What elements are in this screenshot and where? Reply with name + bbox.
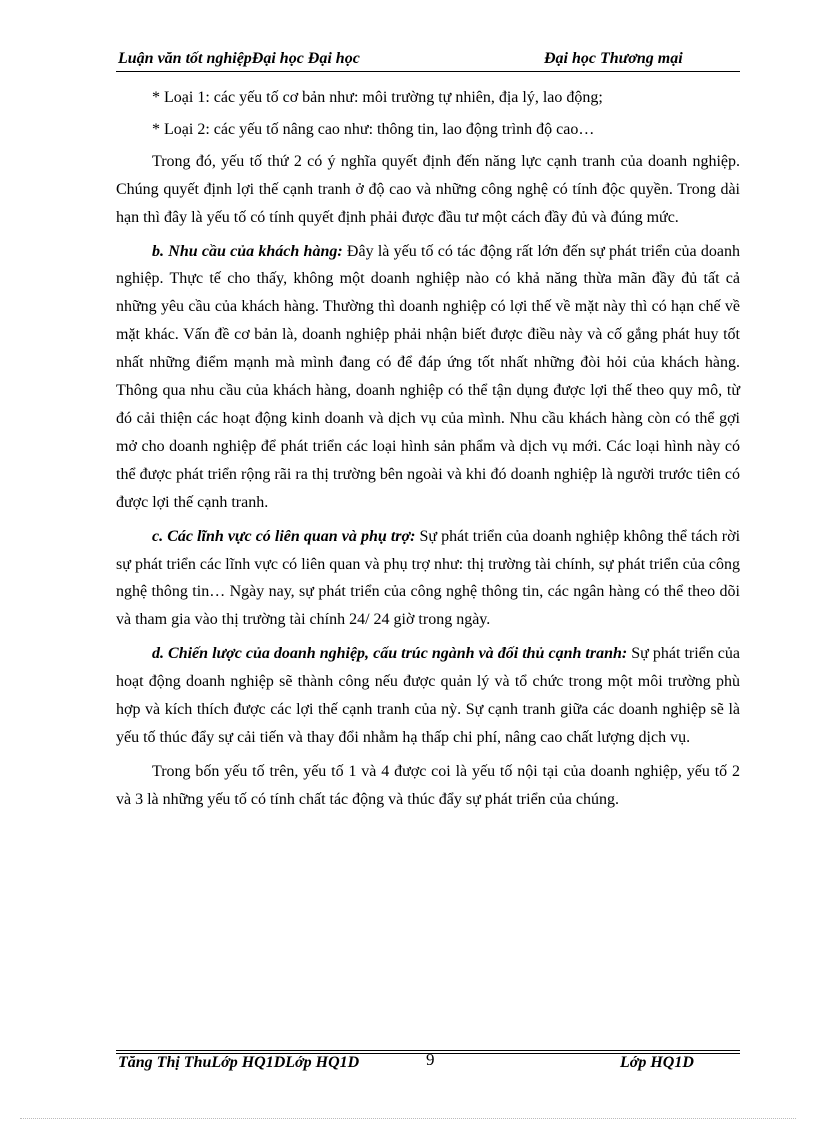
page-footer — [116, 1050, 740, 1076]
paragraph-heading-b: b. Nhu cầu của khách hàng: — [152, 242, 343, 260]
paragraph-text-d: Sự phát triển của hoạt động doanh nghiệp sẽ thành công nếu được quản lý và tổ chức trong một môi trường phù hợp và kích thích được các lợi thế cạnh tranh của nỳ. Sự cạnh tranh giữa các doanh nghiệp sẽ là yếu tố thúc đẩy sự cải tiến và thay đổi nhằm hạ thấp chi phí, nâng cao chất lượng dịch vụ. — [116, 645, 741, 746]
paragraph-text-b: Đây là yếu tố có tác động rất lớn đến sự phát triển của doanh nghiệp. Thực tế cho thấy, không một doanh nghiệp nào có khả năng thừa mãn đầy đủ tất cả những yêu cầu của khách hàng. Thường thì doanh nghiệp có lợi thế về mặt này thì có hạn chế về mặt khác. Vấn đề cơ bản là, doanh nghiệp phải nhận biết được điều này và cố gắng phát huy tốt nhất những điểm mạnh mà mình đang có để đáp ứng tốt nhất những đòi hỏi của khách hàng. Thông qua nhu cầu của khách hàng, doanh nghiệp có thể tận dụng được lợi thế theo quy mô, từ đó cải thiện các hoạt động kinh doanh và dịch vụ của mình. Nhu cầu khách hàng còn có thể gợi mở cho doanh nghiệp để phát triển các loại hình sản phẩm và dịch vụ mới. Các loại hình này có thể được phát triển rộng rãi ra thị trường bên ngoài và khi đó doanh nghiệp là người trước tiên có được lợi thế cạnh tranh. — [116, 242, 741, 511]
footer-class-text: Lớp HQ1D — [620, 1054, 694, 1071]
paragraph-chien-luoc — [116, 640, 740, 752]
paragraph-loai-1: * Loại 1: các yếu tố cơ bản như: môi trường tự nhiên, địa lý, lao động; — [152, 89, 603, 106]
page-number: 9 — [426, 1050, 435, 1069]
page-bottom-divider — [20, 1118, 796, 1119]
paragraph-text-c: Sự phát triển của doanh nghiệp không thể tách rời sự phát triển các lĩnh vực có liên quan và phụ trợ như: thị trường tài chính, sự phát triển của công nghệ thông tin… Ngày nay, sự phát triển của công nghệ thông tin, các ngân hàng có thể theo dõi và tham gia vào thị trường tài chính 24/ 24 giờ trong ngày. — [116, 527, 741, 629]
paragraph-heading-d: d. Chiến lược của doanh nghiệp, cấu trúc ngành và đối thủ cạnh tranh: — [152, 645, 628, 663]
paragraph-yeu-to-thu-2: Trong đó, yếu tố thứ 2 có ý nghĩa quyết định đến năng lực cạnh tranh của doanh nghiệp. Chúng quyết định lợi thế cạnh tranh ở độ cao và những công nghệ có tính độc quyền. Trong dài hạn thì đây là yếu tố có tính quyết định phải được đầu tư một cách đầy đủ và đúng mức. — [116, 152, 740, 226]
page-header — [116, 50, 740, 72]
paragraph-loai-2: * Loại 2: các yếu tố nâng cao như: thông tin, lao động trình độ cao… — [152, 120, 595, 138]
paragraph-heading-c: c. Các lĩnh vực có liên quan và phụ trợ: — [152, 527, 416, 545]
header-rule — [116, 71, 740, 72]
footer-author-text: Tăng Thị ThuLớp HQ1DLớp HQ1D — [118, 1054, 360, 1071]
paragraph-tong-ket: Trong bốn yếu tố trên, yếu tố 1 và 4 được coi là yếu tố nội tại của doanh nghiệp, yếu tố 2 và 3 là những yếu tố có tính chất tác động và thúc đẩy sự phát triển của chúng. — [116, 762, 740, 808]
page-body — [116, 84, 740, 820]
header-right-text: Đại học Thương mại — [544, 50, 683, 67]
header-left-text: Luận văn tốt nghiệpĐại học Đại học — [118, 50, 360, 67]
paragraph-linh-vuc-lien-quan — [116, 523, 740, 635]
paragraph-nhu-cau-khach-hang — [116, 238, 740, 517]
